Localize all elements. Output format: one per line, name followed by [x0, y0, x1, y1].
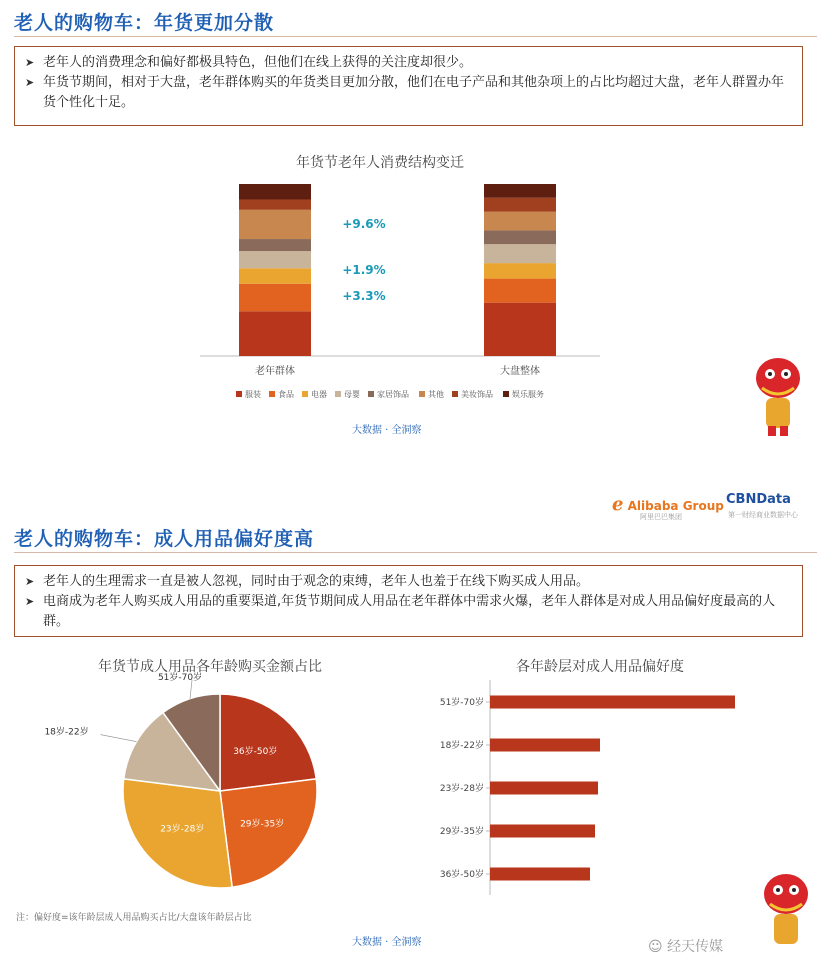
- pie-slice: [220, 779, 317, 887]
- source-label-2: 大数据 · 全洞察: [352, 937, 422, 948]
- section1-bullet-2: ➤ 年货节期间，相对于大盘，老年群体购买的年货类目更加分散，他们在电子产品和其他杂项上的占比均超过大盘，老年人群置办年货个性化十足。: [25, 75, 785, 110]
- stacked-bar-segment: [239, 210, 311, 239]
- pie-slice: [220, 694, 316, 791]
- section2-bullet-1: ➤ 老年人的生理需求一直是被人忽视，同时由于观念的束缚，老年人也羞于在线下购买成人用品。: [25, 572, 792, 592]
- horizontal-bar-chart: [410, 680, 770, 900]
- footnote: 注：偏好度=该年龄层成人用品购买占比/大盘该年龄层占比: [16, 913, 252, 923]
- lion-dance-mascot-icon: [748, 350, 808, 440]
- legend-swatch: [419, 391, 425, 397]
- section2-divider: [14, 552, 817, 553]
- hbar: [490, 782, 598, 795]
- section2-title: 老人的购物车：成人用品偏好度高: [14, 528, 315, 550]
- legend-label: 食品: [278, 390, 294, 399]
- y-tick-label: 29岁-35岁: [439, 827, 484, 837]
- pie-slice-label: 18岁-22岁: [44, 727, 89, 738]
- watermark: ☺ 经天传媒: [648, 939, 724, 955]
- stacked-bar-segment: [484, 184, 556, 198]
- cbndata-sublabel: 第一财经商业数据中心: [728, 511, 798, 519]
- stacked-bar-segment: [484, 230, 556, 244]
- stacked-bar-segment: [239, 251, 311, 268]
- legend-swatch: [302, 391, 308, 397]
- stacked-chart-title: 年货节老年人消费结构变迁: [296, 155, 464, 171]
- stacked-bar-segment: [484, 244, 556, 263]
- wechat-icon: ☺: [648, 939, 663, 955]
- pie-slice-label: 51岁-70岁: [157, 672, 203, 683]
- stacked-bar-segment: [484, 279, 556, 303]
- bullet-arrow-icon: ➤: [25, 575, 35, 588]
- alibaba-swirl-icon: ℯ: [612, 494, 624, 515]
- change-annotation: +9.6%: [342, 217, 386, 231]
- hbar: [490, 739, 600, 752]
- section2-bullet-box: [14, 565, 803, 637]
- pie-slice-label: 36岁-50岁: [233, 746, 278, 757]
- stacked-bar-segment: [484, 303, 556, 356]
- legend-swatch: [368, 391, 374, 397]
- stacked-bar-segment: [239, 284, 311, 312]
- section1-bullet-1: ➤ 老年人的消费理念和偏好都极具特色，但他们在线上获得的关注度却很少。: [25, 53, 792, 73]
- bullet-arrow-icon: ➤: [25, 595, 35, 608]
- legend-swatch: [452, 391, 458, 397]
- legend-label: 其他: [428, 390, 444, 399]
- x-tick-label: 大盘整体: [500, 366, 540, 377]
- legend-label: 母婴: [344, 390, 360, 399]
- stacked-bar-segment: [484, 212, 556, 231]
- stacked-bar-segment: [484, 263, 556, 278]
- y-tick-label: 23岁-28岁: [439, 784, 484, 794]
- change-annotation: +1.9%: [342, 263, 386, 277]
- legend-swatch: [236, 391, 242, 397]
- legend-label: 电器: [311, 390, 327, 399]
- y-tick-label: 18岁-22岁: [439, 741, 484, 751]
- hbar-chart-title: 各年龄层对成人用品偏好度: [516, 659, 684, 675]
- y-tick-label: 36岁-50岁: [439, 870, 484, 880]
- pie-chart-title: 年货节成人用品各年龄购买金额占比: [98, 659, 322, 675]
- section1-title: 老人的购物车：年货更加分散: [14, 12, 275, 34]
- alibaba-logo: ℯ Alibaba Group: [612, 494, 724, 515]
- legend-swatch: [503, 391, 509, 397]
- change-annotation: +3.3%: [342, 289, 386, 303]
- source-label-1: 大数据 · 全洞察: [352, 425, 422, 436]
- hbar: [490, 868, 590, 881]
- hbar: [490, 696, 735, 709]
- section1-divider: [14, 36, 817, 37]
- alibaba-sublabel: 阿里巴巴集团: [640, 513, 682, 521]
- stacked-bar-segment: [484, 198, 556, 212]
- pie-chart: [44, 672, 360, 906]
- section1-bullet-box: [14, 46, 803, 126]
- legend-swatch: [269, 391, 275, 397]
- legend-swatch: [335, 391, 341, 397]
- section2-bullet-2: ➤ 电商成为老年人购买成人用品的重要渠道,年货节期间成人用品在老年群体中需求火爆，老年人群体是对成人用品偏好度最高的人群。: [25, 594, 776, 629]
- stacked-bar-segment: [239, 311, 311, 356]
- legend-label: 服装: [245, 390, 261, 399]
- pie-slice-label: 23岁-28岁: [160, 824, 205, 835]
- x-tick-label: 老年群体: [255, 366, 295, 377]
- stacked-bar-segment: [239, 268, 311, 283]
- legend-label: 娱乐服务: [512, 390, 544, 399]
- stacked-bar-segment: [239, 239, 311, 251]
- stacked-bar-chart: [180, 176, 620, 416]
- lion-dance-mascot-icon: [756, 866, 816, 956]
- legend-label: 家居饰品: [377, 390, 409, 399]
- y-tick-label: 51岁-70岁: [439, 698, 484, 708]
- stacked-bar-segment: [239, 184, 311, 199]
- bullet-arrow-icon: ➤: [25, 56, 35, 69]
- cbndata-logo: CBNData: [726, 492, 791, 507]
- pie-slice-label: 29岁-35岁: [240, 819, 285, 830]
- legend-label: 美妆饰品: [461, 390, 493, 399]
- hbar: [490, 825, 595, 838]
- pie-leader-line: [101, 735, 137, 742]
- stacked-bar-segment: [239, 199, 311, 209]
- bullet-arrow-icon: ➤: [25, 76, 35, 89]
